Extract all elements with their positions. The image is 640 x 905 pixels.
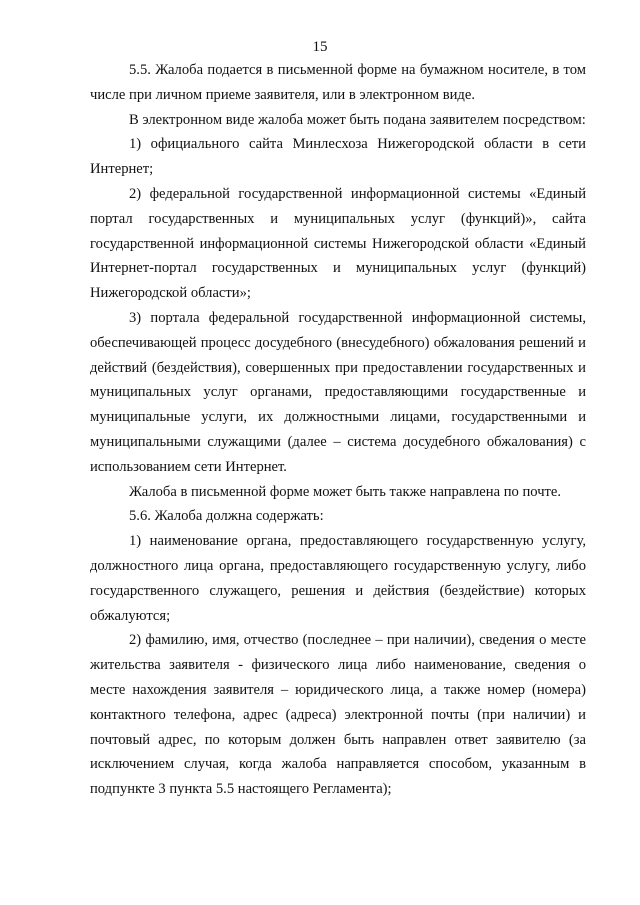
- page-number: 15: [312, 39, 328, 55]
- paragraph-5-6: 5.6. Жалоба должна содержать:: [129, 508, 324, 525]
- list-item-2-applicant-details: 2) фамилию, имя, отчество (последнее – при наличии), сведения о месте жительства заявителя - физического лица либо наименование, сведения о месте нахождения заявителя – юридического лица, а также номер (номера) контактного телефона, адрес (адреса) электронной почты (при наличии) и почтовый адрес, по которым должен быть направлен ответ заявителю (за исключением случая, когда жалоба направляется способом, указанным в подпункте 3 пункта 5.5 настоящего Регламента);: [90, 632, 586, 798]
- list-item-1-official-site: 1) официального сайта Минлесхоза Нижегородской области в сети Интернет;: [90, 136, 586, 178]
- list-item-1-authority-name: 1) наименование органа, предоставляющего государственную услугу, должностного лица органа, предоставляющего государственную услугу, либо государственного служащего, решения и действия (бездействие) которых обжалуются;: [90, 533, 586, 624]
- paragraph-postal-submission: Жалоба в письменной форме может быть также направлена по почте.: [129, 483, 562, 500]
- paragraph-5-5: 5.5. Жалоба подается в письменной форме на бумажном носителе, в том числе при личном приеме заявителя, или в электронном виде.: [90, 62, 586, 103]
- document-body: [90, 58, 586, 802]
- list-item-3-pretrial-appeal-portal: 3) портала федеральной государственной информационной системы, обеспечивающей процесс досудебного (внесудебного) обжалования решений и действий (бездействия), совершенных при предоставлении государственных и муниципальных услуг органами, предоставляющими государственные и муниципальные услуги, их должностными лицами, государственными и муниципальными служащими (далее – система досудебного обжалования) с использованием сети Интернет.: [90, 309, 586, 475]
- list-item-2-unified-portal: 2) федеральной государственной информационной системы «Единый портал государственных и муниципальных услуг (функций)», сайта государственной информационной системы Нижегородской области «Единый Интернет-портал государственных и муниципальных услуг (функций) Нижегородской области»;: [90, 185, 586, 302]
- paragraph-electronic-submission: В электронном виде жалоба может быть подана заявителем посредством:: [129, 111, 586, 128]
